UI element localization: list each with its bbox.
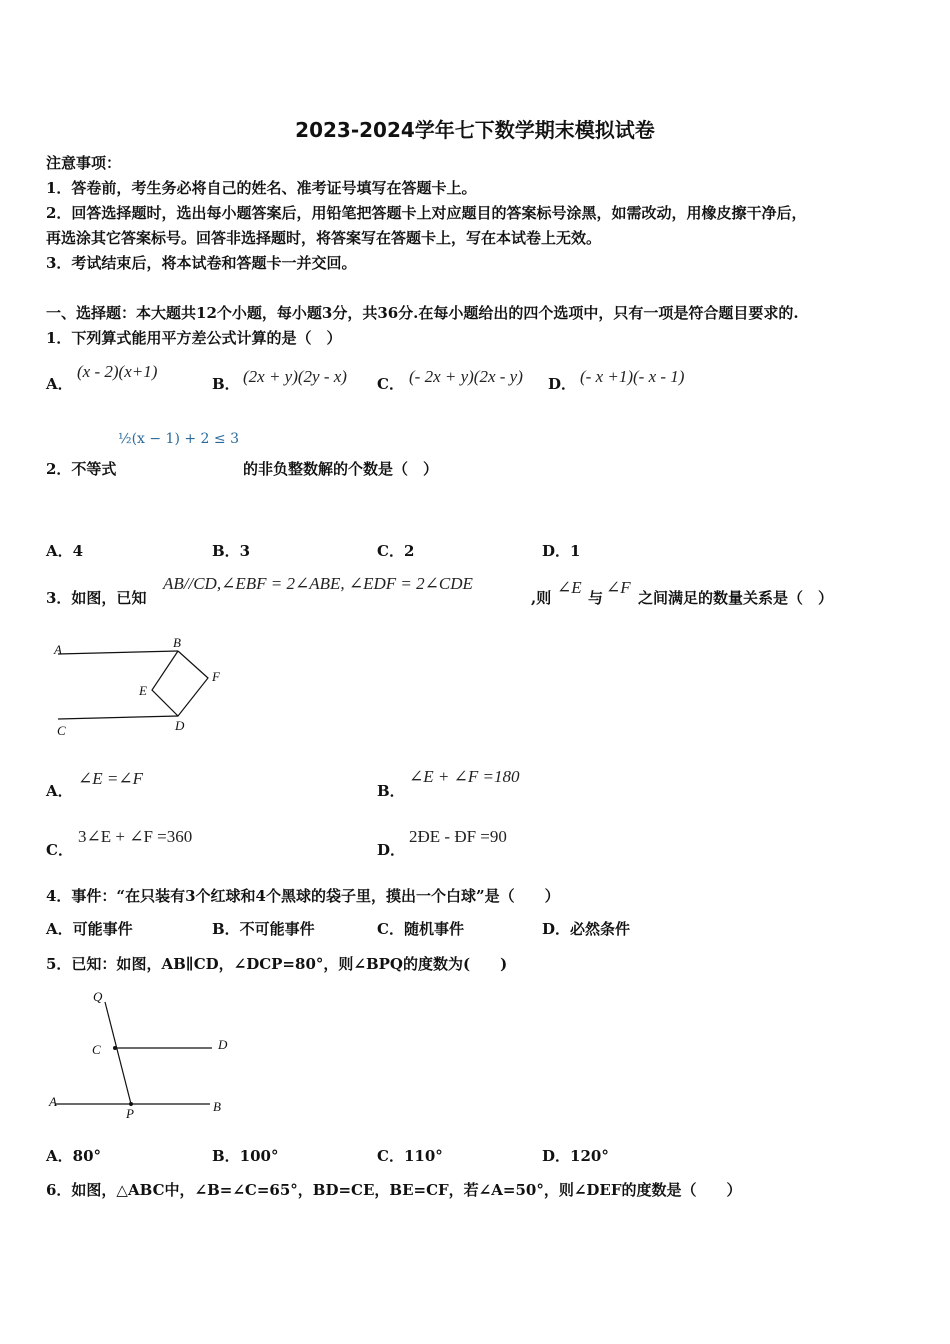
q5-figure xyxy=(40,984,250,1124)
q3-condition: AB//CD,∠EBF = 2∠ABE, ∠EDF = 2∠CDE xyxy=(163,574,473,593)
q5-option-b: B．100° xyxy=(212,1147,279,1165)
q4-option-b: B．不可能事件 xyxy=(212,920,315,938)
q5-label-b: B xyxy=(213,1099,221,1114)
q3-label-f: F xyxy=(212,669,220,684)
q2-option-b: B．3 xyxy=(212,542,251,560)
q5-label-q: Q xyxy=(93,989,103,1004)
q2-option-a: A．4 xyxy=(46,542,84,560)
q3-figure xyxy=(40,632,250,742)
q3-mid1: ,则 xyxy=(531,589,552,607)
q1-stem: 1．下列算式能用平方差公式计算的是（ ） xyxy=(46,329,342,347)
q1-label-a: A． xyxy=(46,375,73,393)
q6-stem: 6．如图，△ABC中，∠B=∠C=65°，BD=CE，BE=CF，若∠A=50°，则∠DEF的度数是（ ） xyxy=(46,1181,742,1199)
q1-label-c: C． xyxy=(377,375,404,393)
q4-option-a: A．可能事件 xyxy=(46,920,133,938)
q5-option-c: C．110° xyxy=(377,1147,443,1165)
q3-quadrilateral xyxy=(152,651,208,716)
q5-label-c: C xyxy=(92,1042,101,1057)
q2-suffix: 的非负整数解的个数是（ ） xyxy=(243,460,439,478)
q5-stem: 5．已知：如图，AB∥CD，∠DCP=80°，则∠BPQ的度数为( ) xyxy=(46,955,508,973)
q5-option-a: A．80° xyxy=(46,1147,102,1165)
q2-prefix: 2．不等式 xyxy=(46,460,117,478)
q3-angle-f: ∠F xyxy=(606,578,631,597)
q1-option-d: (- x +1)(- x - 1) xyxy=(580,367,685,386)
q5-label-a: A xyxy=(49,1094,57,1109)
q2-option-c: C．2 xyxy=(377,542,415,560)
q1-label-b: B． xyxy=(212,375,240,393)
q3-label-c-opt: C． xyxy=(46,841,73,859)
notice-line-2: 2．回答选择题时，选出每小题答案后，用铅笔把答题卡上对应题目的答案标号涂黑，如需改动，用橡皮擦干净后， xyxy=(46,204,807,222)
q3-option-d: 2ÐE - ÐF =90 xyxy=(409,827,507,846)
notice-line-4: 3．考试结束后，将本试卷和答题卡一并交回。 xyxy=(46,254,357,272)
page-title: 2023-2024学年七下数学期末模拟试卷 xyxy=(295,118,655,142)
q5-label-p: P xyxy=(126,1106,134,1121)
q4-option-d: D．必然条件 xyxy=(542,920,631,938)
q3-label-a: A xyxy=(54,642,62,657)
q3-label-e: E xyxy=(139,683,147,698)
q3-label-c: C xyxy=(57,723,66,738)
q1-option-a: (x - 2)(x+1) xyxy=(77,362,158,381)
q1-option-b: (2x + y)(2y - x) xyxy=(243,367,347,386)
q4-stem: 4．事件：“在只装有3个红球和4个黑球的袋子里，摸出一个白球”是（ ） xyxy=(46,887,560,905)
q5-label-d: D xyxy=(218,1037,228,1052)
q3-option-b: ∠E + ∠F =180 xyxy=(409,767,520,786)
q3-label-d-opt: D． xyxy=(377,841,406,859)
q3-suffix: 之间满足的数量关系是（ ） xyxy=(638,589,834,607)
q3-label-b-opt: B． xyxy=(377,782,405,800)
q3-angle-e: ∠E xyxy=(557,578,582,597)
q3-prefix: 3．如图，已知 xyxy=(46,589,147,607)
q2-option-d: D．1 xyxy=(542,542,581,560)
q3-label-b: B xyxy=(173,635,181,650)
q5-point-c xyxy=(113,1046,117,1050)
q1-label-d: D． xyxy=(548,375,577,393)
notice-line-1: 1．答卷前，考生务必将自己的姓名、准考证号填写在答题卡上。 xyxy=(46,179,477,197)
q2-formula: ½(x − 1) + 2 ≤ 3 xyxy=(118,431,240,447)
q4-option-c: C．随机事件 xyxy=(377,920,464,938)
q3-label-d: D xyxy=(175,718,185,733)
q5-option-d: D．120° xyxy=(542,1147,609,1165)
notice-line-3: 再选涂其它答案标号。回答非选择题时，将答案写在答题卡上，写在本试卷上无效。 xyxy=(46,229,602,247)
q5-line-pq xyxy=(105,1002,131,1104)
q3-option-c: 3∠E + ∠F =360 xyxy=(78,827,193,846)
notice-heading: 注意事项： xyxy=(46,154,122,172)
q3-option-a: ∠E =∠F xyxy=(78,769,143,788)
q3-label-a-opt: A． xyxy=(46,782,73,800)
q1-option-c: (- 2x + y)(2x - y) xyxy=(409,367,523,386)
q3-mid2: 与 xyxy=(588,589,604,607)
q3-line-ab xyxy=(58,651,178,654)
section-heading: 一、选择题：本大题共12个小题，每小题3分，共36分.在每小题给出的四个选项中，只有一项是符合题目要求的. xyxy=(46,304,799,322)
q3-line-cd xyxy=(58,716,178,719)
